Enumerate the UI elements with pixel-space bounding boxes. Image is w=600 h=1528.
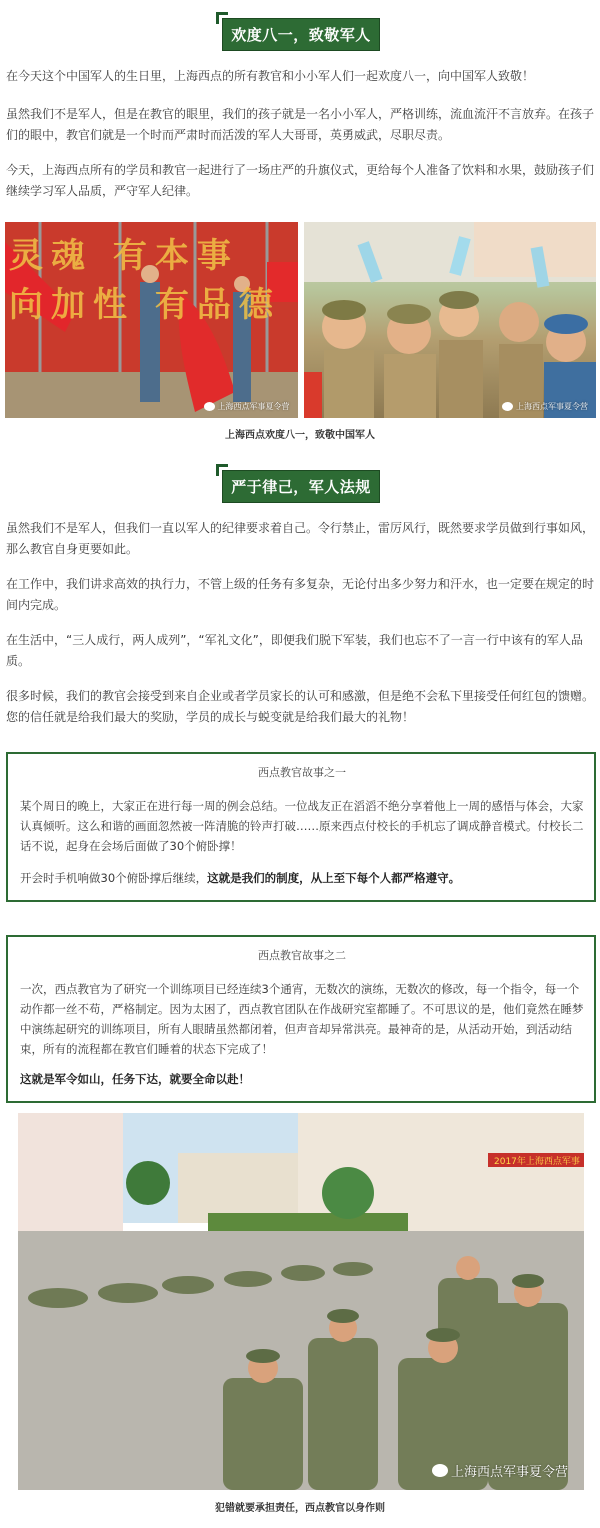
paragraph-2-4: 很多时候，我们的教官会接受到来自企业或者学员家长的认可和感激，但是绝不会私下里接受任何红包的馈赠。您的信任就是给我们最大的奖励，学员的成长与蜕变就是给我们最大的礼物！ [6,689,595,724]
section-title-2: 严于律己，军人法规 [222,470,380,503]
story-1-title: 西点教官故事之一 [258,766,346,779]
photo-row [5,222,596,418]
title-corner-decoration [216,464,228,476]
flag-ceremony-photo [5,222,298,418]
story-2-conclusion-bold: 这就是军令如山，任务下达，就要全命以赴！ [20,1072,250,1086]
story-2-title: 西点教官故事之二 [258,949,346,962]
section-title-1-wrap [0,12,600,51]
story-1-conclusion [20,868,584,888]
story-box-1 [6,752,596,902]
paragraph-2-2: 在工作中，我们讲求高效的执行力，不管上级的任务有多复杂，无论付出多少努力和汗水，也一定要在规定的时间内完成。 [6,577,595,612]
photo-caption-1: 上海西点欢度八一，致敬中国军人 [225,430,375,441]
paragraph-1-1: 在今天这个中国军人的生日里，上海西点的所有教官和小小军人们一起欢度八一，向中国军人致敬！ [6,69,535,83]
story-2-text: 一次，西点教官为了研究一个训练项目已经连续3个通宵，无数次的演练，无数次的修改，每一个指令，每一个动作都一丝不苟，严格制定。因为太困了，西点教官团队在作战研究室都睡了。不可思议的是，他们竟然在睡梦中演练起研究的训练项目，所有人眼睛虽然都闭着，但声音却异常洪亮。最神奇的是，从活动开始，到活动结束，所有的流程都在教官们睡着的状态下完成了！ [20,982,584,1056]
watermark-right-text: 上海西点军事夏令营 [516,402,588,411]
pushup-training-photo [18,1113,584,1490]
title-corner-decoration [216,12,228,24]
story-1-conclusion-bold: 这就是我们的制度，从上至下每个人都严格遵守。 [207,871,461,885]
wechat-icon [502,402,513,411]
story-box-2 [6,935,596,1103]
watermark-left [204,401,290,412]
watermark-bottom-text: 上海西点军事夏令营 [450,1465,568,1480]
banner-text-left: 灵魂 有本事 向加性 有品德 [9,236,281,325]
paragraph-2-1: 虽然我们不是军人，但我们一直以军人的纪律要求着自己。令行禁止，雷厉风行，既然要求学员做到行事如风，那么教官自身更要如此。 [6,521,595,556]
photo-caption-2: 犯错就要承担责任，西点教官以身作则 [215,1503,385,1514]
wechat-icon [204,402,215,411]
banner-text-bottom: 2017年上海西点军事 [494,1157,580,1167]
paragraph-2-3: 在生活中，“三人成行，两人成列”，“军礼文化”，即便我们脱下军装，我们也忘不了一言一行中该有的军人品质。 [6,633,583,668]
watermark-left-text: 上海西点军事夏令营 [217,402,290,411]
watermark-bottom [432,1461,568,1480]
paragraph-1-3: 今天，上海西点所有的学员和教官一起进行了一场庄严的升旗仪式，更给每个人准备了饮料和水果，鼓励孩子们继续学习军人品质，严守军人纪律。 [6,163,595,198]
story-2-conclusion [20,1069,584,1089]
wechat-icon [432,1464,448,1477]
paragraph-1-2: 虽然我们不是军人，但是在教官的眼里，我们的孩子就是一名小小军人，严格训练，流血流汗不言放弃。在孩子们的眼中，教官们就是一个时而严肃时而活泼的军人大哥哥，英勇威武，尽职尽责。 [6,107,595,142]
section-title-1: 欢度八一，致敬军人 [222,18,380,51]
story-1-conclusion-plain: 开会时手机响做30个俯卧撑后继续， [20,871,208,885]
section-title-2-wrap [0,464,600,503]
cheering-kids-photo [304,222,597,418]
story-1-text: 某个周日的晚上，大家正在进行每一周的例会总结。一位战友正在滔滔不绝分享着他上一周的感悟与体会，大家认真倾听。这么和谐的画面忽然被一阵清脆的铃声打破……原来西点付校长的手机忘了调成静音模式。付校长二话不说，起身在会场后面做了30个俯卧撑！ [20,799,584,853]
watermark-right [502,401,588,412]
